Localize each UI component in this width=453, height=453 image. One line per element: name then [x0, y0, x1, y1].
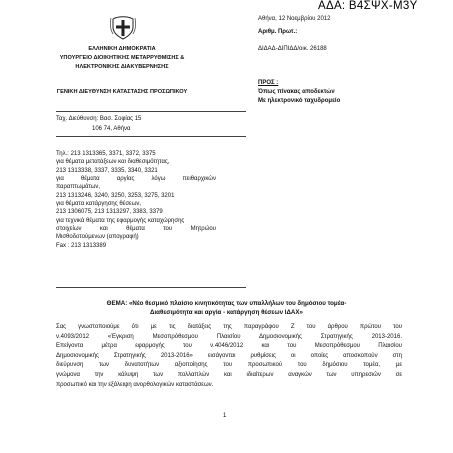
- header-divider: [56, 111, 246, 112]
- protocol-label: Αριθμ. Πρωτ.:: [258, 29, 298, 35]
- body-paragraph: [56, 323, 402, 390]
- address-divider: [56, 136, 246, 137]
- address-line1: Ταχ. Διεύθυνση: Βασ. Σοφίας 15: [56, 116, 142, 122]
- body-line: διεύρυνση των δυνατοτήτων αξιοποίησης του προσωπικού του δημόσιου τομέα, με: [56, 362, 402, 369]
- contact-line: Τηλ.: 213 1313365, 3371, 3372, 3375: [56, 151, 156, 157]
- coat-of-arms-emblem: [110, 15, 136, 41]
- body-line: Δημοσιονομικής Στρατηγικής 2013-2016» εισάγονται ρυθμίσεις οι οποίες αποσκοπούν στη: [56, 352, 402, 359]
- org-directorate: ΓΕΝΙΚΗ ΔΙΕΥΘΥΝΣΗ ΚΑΤΑΣΤΑΣΗΣ ΠΡΟΣΩΠΙΚΟΥ: [56, 89, 188, 95]
- org-republic: ΕΛΛΗΝΙΚΗ ΔΗΜΟΚΡΑΤΙΑ: [88, 46, 156, 52]
- body-line: προσωπικό και την εξάλειψη ανορθολογικών καταστάσεων.: [56, 381, 214, 388]
- subject-line2: Διαθεσιμότητα και αργία - κατάργηση θέσεων ΙΔΑΧ»: [150, 309, 303, 316]
- body-line: ν.4093/2012 «Έγκριση Μεσοπρόθεσμου Πλαισίου Δημοσιονομικής Στρατηγικής 2013-2016.: [56, 333, 402, 340]
- recipient-label: ΠΡΟΣ :: [258, 80, 279, 86]
- contact-line: για θέματα μετατάξεων και διαθεσιμότητας,: [56, 159, 170, 166]
- subject: [20, 299, 433, 317]
- contact-line: Μισθοδοτούμενων (απογραφή): [56, 234, 139, 241]
- body-line: γνώμονα την κάλυψη των πολλαπλών και ιδιαίτερων αναγκών των υπηρεσιών σε: [56, 371, 402, 378]
- reference-number: ΔΙΔΑΔ-ΔΙΠΙΔΔ/οικ. 26188: [258, 46, 327, 52]
- page-number: 1: [223, 413, 227, 419]
- org-ministry-line2: ΗΛΕΚΤΡΟΝΙΚΗΣ ΔΙΑΚΥΒΕΡΝΗΣΗΣ: [75, 64, 169, 70]
- ada-code: ΑΔΑ: Β4ΣΨΧ-Μ3Υ: [318, 0, 418, 12]
- contact-divider: [56, 287, 246, 288]
- contact-line: 213 1306075, 213 1313297, 3383, 3379: [56, 209, 163, 216]
- address-line2: 106 74, Αθήνα: [92, 126, 131, 132]
- document-date: Αθήνα, 12 Νοεμβρίου 2012: [258, 16, 331, 22]
- recipient-line1: Όπως πίνακας αποδεκτών: [258, 89, 335, 95]
- contact-line: στοιχείων και θέματα του Μητρώου: [56, 226, 216, 233]
- contact-line: Fax : 213 1313389: [56, 242, 107, 249]
- org-ministry-line1: ΥΠΟΥΡΓΕΙΟ ΔΙΟΙΚΗΤΙΚΗΣ ΜΕΤΑΡΡΥΘΜΙΣΗΣ &: [59, 55, 185, 61]
- contact-block: [56, 150, 216, 250]
- body-line: Σας γνωστοποιούμε ότι με τις διατάξεις της παραγράφου Ζ του άρθρου πρώτου του: [56, 324, 402, 330]
- contact-line: παραπτωμάτων,: [56, 184, 101, 191]
- body-line: Επείγοντα μέτρα εφαρμογής του ν.4046/2012 και του Μεσοπρόθεσμου Πλαισίου: [56, 343, 402, 350]
- contact-line: 213 1313246, 3240, 3250, 3253, 3275, 3201: [56, 192, 175, 199]
- contact-line: για θέματα κατάργησης θέσεων,: [56, 201, 142, 208]
- subject-line1: ΘΕΜΑ: «Νέο θεσμικό πλαίσιο κινητικότητας των υπαλλήλων του δημόσιου τομέα-: [106, 300, 347, 307]
- recipient-line2: Με ηλεκτρονικό ταχυδρομείο: [258, 98, 341, 104]
- contact-line: 213 1313338, 3337, 3335, 3340, 3321: [56, 167, 158, 174]
- contact-line: για θέματα αργίας λόγω πειθαρχικών: [56, 176, 216, 183]
- contact-line: για τεχνικά θέματα της εφαρμογής καταχώρησης: [56, 217, 185, 224]
